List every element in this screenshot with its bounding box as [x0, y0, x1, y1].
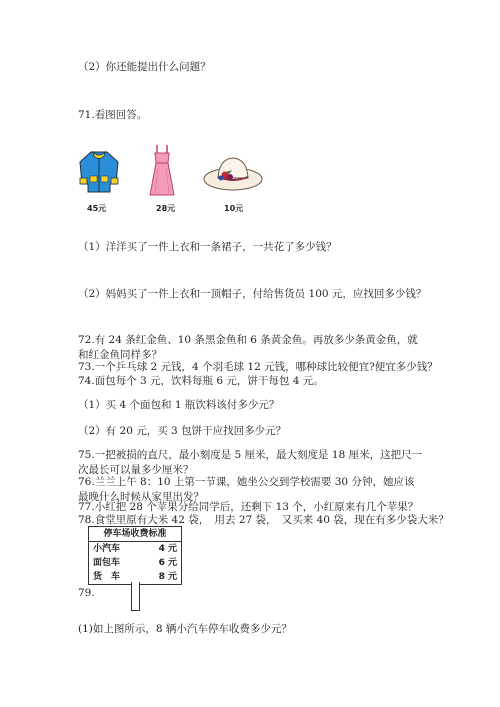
coat-price: 45元: [87, 204, 107, 213]
q73: 73.一个乒乓球 2 元钱，4 个羽毛球 12 元钱，哪种球比较便宜?便宜多少钱？: [78, 361, 438, 373]
hat-price: 10元: [224, 204, 244, 213]
sign-row-price: 8 元: [158, 572, 177, 582]
sign-row: [89, 556, 181, 570]
sign-row-label: 小汽车: [93, 544, 121, 554]
q76: 76.兰兰上午 8：10 上第一节课，她坐公交到学校需要 30 分钟，她应该最晚什么时候从家里出发？: [78, 476, 415, 503]
q79-title: 79.: [78, 587, 95, 599]
q75: 75.一把被损的直尺，最小刻度是 5 厘米，最大刻度是 18 厘米，这把尺一次最长可以量多少厘米？: [78, 449, 423, 476]
q72: 72.有 24 条红金鱼、10 条黑金鱼和 6 条黄金鱼。再放多少条黄金鱼，就和红金鱼同样多？: [78, 334, 418, 361]
sign-pole: [131, 582, 140, 611]
q71-sub1: （1）洋洋买了一件上衣和一条裙子，一共花了多少钱？: [78, 241, 337, 253]
q71-sub2: （2）妈妈买了一件上衣和一顶帽子，付给售货员 100 元，应找回多少钱？: [78, 288, 427, 300]
sign-row-label: 面包车: [93, 558, 121, 568]
q70-sub2: （2）你还能提出什么问题？: [78, 61, 211, 73]
q74-sub1: （1）买 4 个面包和 1 瓶饮料该付多少元？: [78, 399, 280, 411]
q78: 78.食堂里原有大米 42 袋， 用去 27 袋， 又买来 40 袋，现在有多少袋大米？: [78, 514, 449, 526]
sign-row-label: 货 车: [93, 572, 121, 582]
dress-icon: [146, 143, 178, 197]
q77: 77.小红把 28 个苹果分给同学后，还剩下 13 个，小红原来有几个苹果？: [78, 501, 419, 513]
dress-price: 28元: [156, 204, 176, 213]
q71-title: 71.看图回答。: [78, 109, 148, 121]
parking-fee-sign: [88, 526, 182, 585]
sign-row-price: 6 元: [158, 558, 177, 568]
coat-icon: [76, 148, 122, 194]
sign-title: 停车场收费标准: [89, 527, 181, 542]
q79-sub1: (1)如上图所示，8 辆小汽车停车收费多少元？: [78, 623, 292, 635]
sign-row: [89, 542, 181, 556]
sign-row-price: 4 元: [158, 544, 177, 554]
hat-icon: [202, 153, 264, 193]
q74: 74.面包每个 3 元，饮料每瓶 6 元，饼干每包 4 元。: [78, 375, 324, 387]
q74-sub2: （2）有 20 元，买 3 包饼干应找回多少元？: [78, 425, 287, 437]
